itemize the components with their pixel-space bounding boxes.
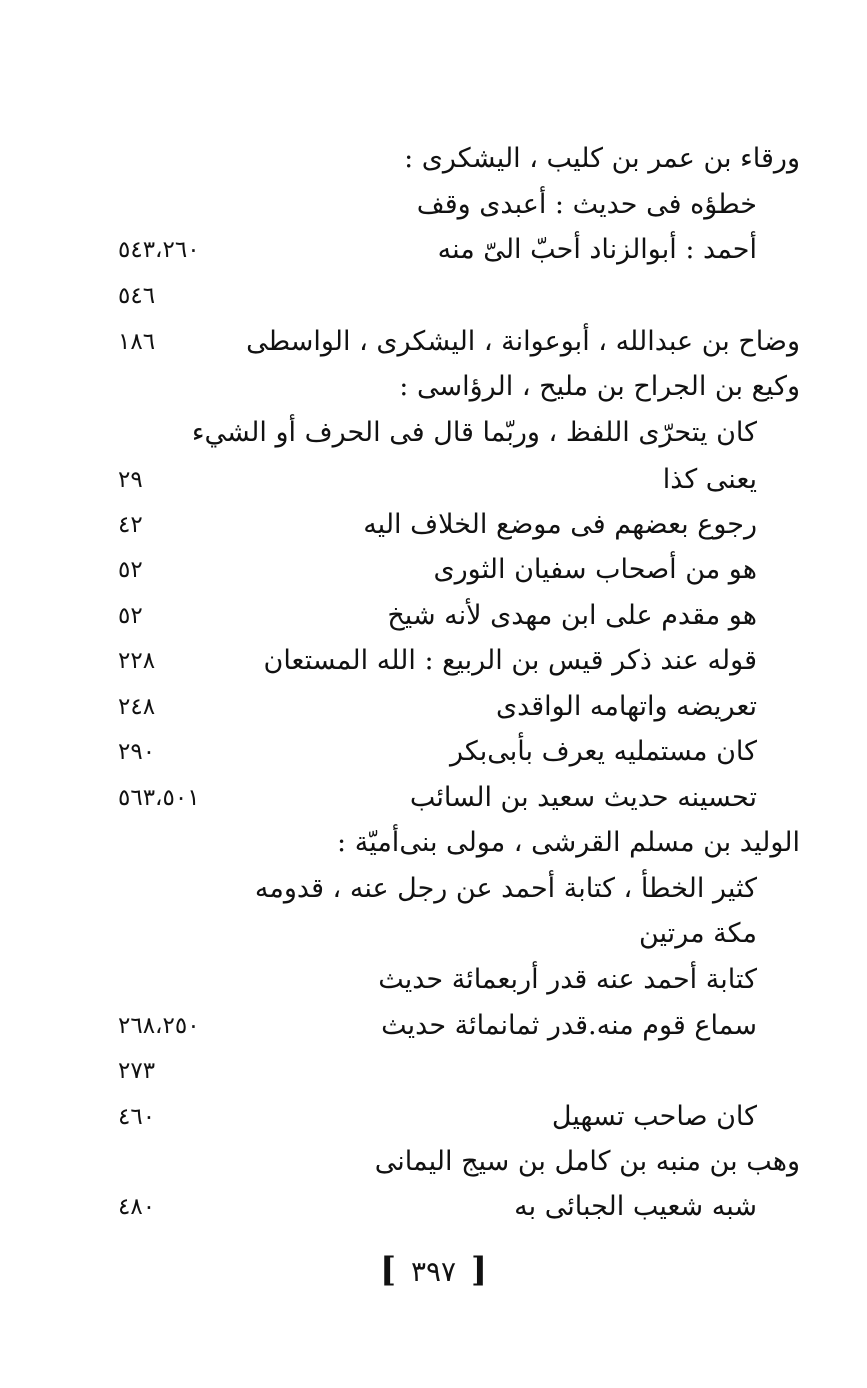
index-row — [0, 502, 867, 548]
page-refs: ٤٨٠ — [118, 1194, 156, 1220]
index-row — [0, 638, 867, 684]
index-row — [0, 1003, 867, 1049]
index-heading: وضاح بن عبدالله ، أبوعوانة ، اليشكرى ، الواسطى — [246, 326, 800, 357]
index-row — [0, 547, 867, 593]
index-subentry: شبه شعيب الجبائى به — [514, 1191, 757, 1222]
page-refs: ٥٤٦ — [118, 283, 156, 309]
index-subentry: مكة مرتين — [638, 918, 757, 949]
index-row — [0, 820, 867, 866]
close-bracket: ] — [470, 1250, 488, 1290]
page-refs: ٢٦٨،٢٥٠ — [118, 1013, 200, 1039]
index-subentry: يعنى كذا — [662, 464, 757, 495]
page-number-value: ٣٩٧ — [410, 1255, 457, 1288]
page-refs: ٢٢٨ — [118, 648, 156, 674]
page-refs: ٢٤٨ — [118, 694, 156, 720]
index-row — [0, 457, 867, 503]
page-refs: ٥٤٣،٢٦٠ — [118, 237, 200, 263]
index-subentry: قوله عند ذكر قيس بن الربيع : الله المستعان — [263, 645, 757, 676]
index-subentry: كان صاحب تسهيل — [551, 1101, 757, 1132]
index-row — [0, 866, 867, 912]
index-row — [0, 911, 867, 957]
index-row — [0, 227, 867, 273]
index-row — [0, 410, 867, 456]
page-refs — [118, 1139, 206, 1185]
index-heading: وهب بن منبه بن كامل بن سيج اليمانى — [374, 1146, 800, 1177]
index-row — [0, 1139, 867, 1185]
index-subentry: كثير الخطأ ، كتابة أحمد عن رجل عنه ، قدومه — [254, 873, 757, 904]
page-refs — [118, 866, 206, 912]
index-heading: ورقاء بن عمر بن كليب ، اليشكرى : — [404, 143, 800, 174]
index-subentry: هو مقدم على ابن مهدى لأنه شيخ — [387, 600, 757, 631]
index-subentry: هو من أصحاب سفيان الثورى — [433, 554, 757, 585]
index-subentry: كتابة أحمد عنه قدر أربعمائة حديث — [378, 964, 757, 995]
page-refs — [118, 911, 206, 957]
page-refs — [118, 182, 206, 228]
page-refs: ٥٢ — [118, 557, 143, 583]
page-refs: ٢٩ — [118, 467, 143, 493]
page-refs — [118, 364, 206, 410]
index-subentry: كان مستمليه يعرف بأبى‌بكر — [449, 736, 757, 767]
index-row — [0, 1184, 867, 1230]
index-subentry: تحسينه حديث سعيد بن السائب — [409, 782, 757, 813]
page-refs — [118, 136, 206, 182]
index-row — [0, 729, 867, 775]
index-subentry: رجوع بعضهم فى موضع الخلاف اليه — [363, 509, 757, 540]
index-heading: الوليد بن مسلم القرشى ، مولى بنى‌أميّة : — [337, 827, 800, 858]
page-refs: ٤٦٠ — [118, 1104, 156, 1130]
index-subentry: تعريضه واتهامه الواقدى — [495, 691, 757, 722]
page-number — [0, 1245, 867, 1295]
open-bracket: [ — [379, 1250, 397, 1290]
index-row — [0, 182, 867, 228]
index-subentry: كان يتحرّى اللفظ ، وربّما قال فى الحرف أو الشيء — [191, 417, 757, 448]
index-row — [0, 593, 867, 639]
page-refs: ١٨٦ — [118, 329, 156, 355]
index-heading: وكيع بن الجراح بن مليح ، الرؤاسى : — [399, 371, 800, 402]
index-subentry: سماع قوم منه.قدر ثمانمائة حديث — [381, 1010, 757, 1041]
index-subentry: خطؤه فى حديث : أعبدى وقف — [416, 189, 757, 220]
index-row — [0, 319, 867, 365]
page-refs: ٢٩٠ — [118, 739, 156, 765]
page-refs — [118, 820, 206, 866]
index-row — [0, 273, 867, 319]
index-row — [0, 136, 867, 182]
page-refs: ٥٢ — [118, 603, 143, 629]
index-row — [0, 684, 867, 730]
index-row — [0, 1048, 867, 1094]
index-row — [0, 775, 867, 821]
page-refs: ٥٦٣،٥٠١ — [118, 785, 200, 811]
page-refs: ٤٢ — [118, 512, 143, 538]
index-row — [0, 1094, 867, 1140]
page-refs: ٢٧٣ — [118, 1058, 156, 1084]
index-subentry: أحمد : أبوالزناد أحبّ الىّ منه — [437, 234, 757, 265]
page-refs — [118, 957, 206, 1003]
index-row — [0, 957, 867, 1003]
index-row — [0, 364, 867, 410]
page-refs — [118, 410, 206, 456]
